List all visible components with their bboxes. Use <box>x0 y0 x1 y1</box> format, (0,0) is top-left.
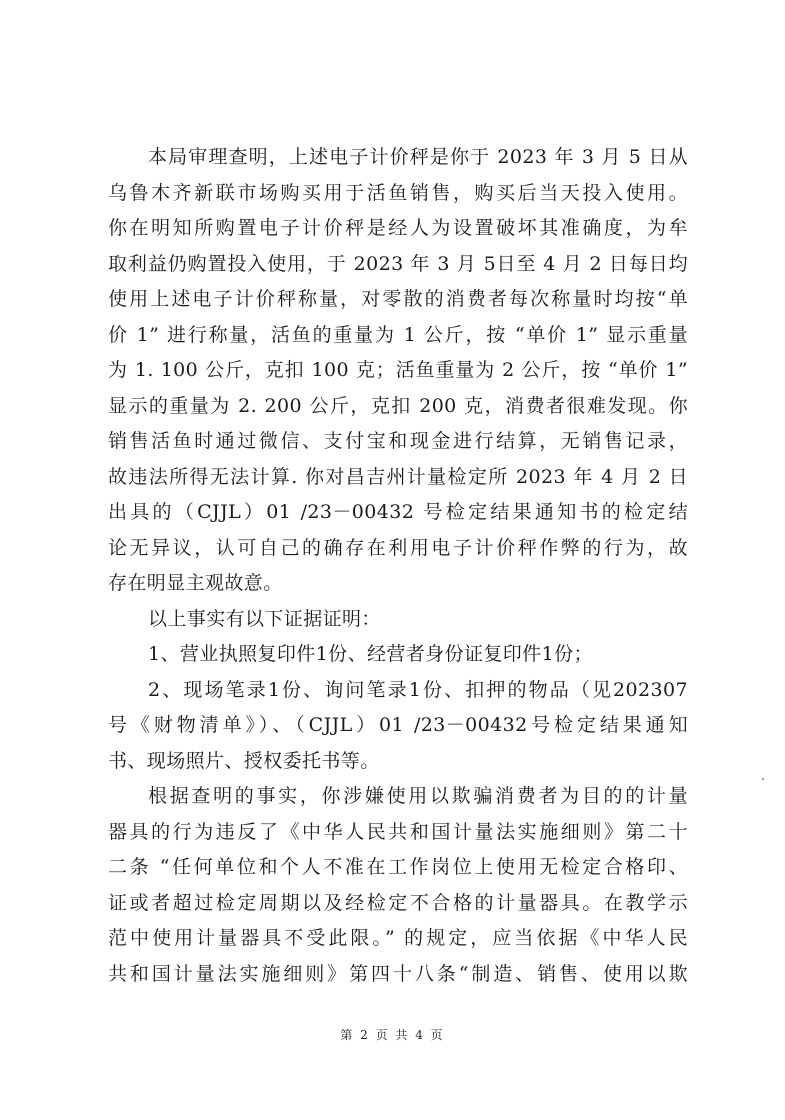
paragraph-line: 共和国计量法实施细则》第四十八条“制造、销售、使用以欺 <box>108 962 688 985</box>
evidence-item-1: 1、营业执照复印件1份、经营者身份证复印件1份； <box>148 643 593 665</box>
scan-speck <box>762 778 764 780</box>
paragraph-line: 使用上述电子计价秤称量，对零散的消费者每次称量时均按“单 <box>108 288 688 310</box>
paragraph-line: 本局审理查明，上述电子计价秤是你于 2023 年 3 月 5 日从 <box>148 146 688 168</box>
paragraph-line: 故违法所得无法计算. 你对昌吉州计量检定所 2023 年 4 月 2 日 <box>108 465 688 488</box>
paragraph-line: 取利益仍购置投入使用，于 2023 年 3 月 5日至 4 月 2 日每日均 <box>108 252 688 275</box>
paragraph-line: 显示的重量为 2. 200 公斤，克扣 200 克，消费者很难发现。你 <box>108 394 688 417</box>
paragraph-line: 论无异议，认可自己的确存在利用电子计价秤作弊的行为，故 <box>108 536 688 559</box>
paragraph-line: 为 1. 100 公斤，克扣 100 克；活鱼重量为 2 公斤，按 “单价 1” <box>108 359 688 381</box>
paragraph-line: 乌鲁木齐新联市场购买用于活鱼销售，购买后当天投入使用。 <box>108 181 688 204</box>
document-body <box>108 140 688 992</box>
evidence-item-2: 2、现场笔录1份、询问笔录1份、扣押的物品（见202307 <box>148 678 688 701</box>
paragraph-line: 根据查明的事实，你涉嫌使用以欺骗消费者为目的的计量 <box>148 785 688 807</box>
paragraph-line: 你在明知所购置电子计价秤是经人为设置破坏其准确度，为牟 <box>108 217 688 239</box>
paragraph-line: 二条 “任何单位和个人不准在工作岗位上使用无检定合格印、 <box>108 856 688 878</box>
paragraph-line: 器具的行为违反了《中华人民共和国计量法实施细则》第二十 <box>108 820 688 843</box>
paragraph-line: 书、现场照片、授权委托书等。 <box>108 749 380 772</box>
evidence-heading: 以上事实有以下证据证明： <box>148 607 381 630</box>
paragraph-line: 号《财物清单》）、（CJJL）01 /23－00432号检定结果通知 <box>108 714 688 736</box>
paragraph-line: 证或者超过检定周期以及经检定不合格的计量器具。在教学示 <box>108 891 688 914</box>
paragraph-line: 范中使用计量器具不受此限。” 的规定，应当依据《中华人民 <box>108 927 688 949</box>
paragraph-line: 存在明显主观故意。 <box>108 572 283 594</box>
page-number: 第 2 页 共 4 页 <box>340 1028 445 1042</box>
paragraph-line: 出具的（CJJL）01 /23－00432 号检定结果通知书的检定结 <box>108 501 688 523</box>
paragraph-line: 价 1” 进行称量，活鱼的重量为 1 公斤，按 “单价 1” 显示重量 <box>108 323 688 346</box>
paragraph-line: 销售活鱼时通过微信、支付宝和现金进行结算，无销售记录， <box>108 430 688 452</box>
